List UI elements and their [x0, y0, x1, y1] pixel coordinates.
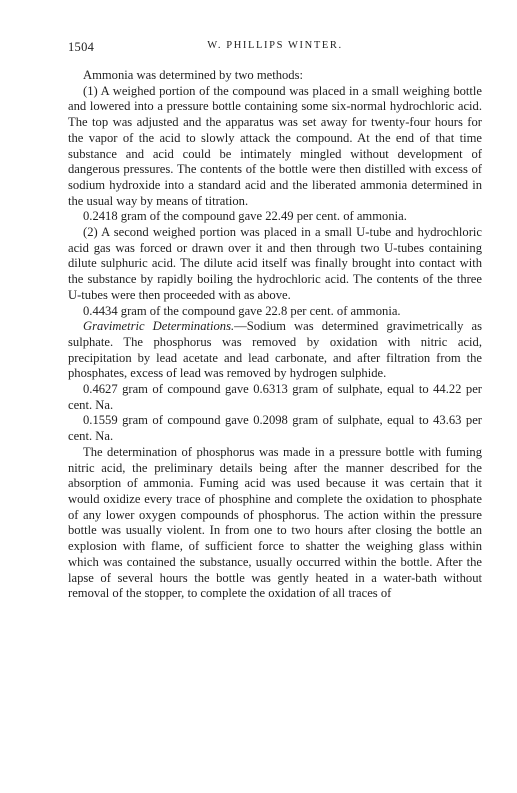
paragraph-method-one: (1) A weighed portion of the compound was placed in a small weighing bottle and lowered into a pressure bottle containing some six-normal hydrochloric acid. The top was adjusted and the apparatus was set away for twenty-four hours for the vapor of the acid to slowly attack the compound. At the end of that time substance and acid could be intimately mingled without development of dangerous pressures. The contents of the bottle were then distilled with excess of sodium hydroxide into a standard acid and the liberated ammonia determined in the usual way by means of titration. — [68, 83, 482, 208]
page-number: 1504 — [68, 40, 95, 54]
paragraph-phosphorus: The determination of phosphorus was made in a pressure bottle with fuming nitric acid, the preliminary details being after the manner described for the absorption of ammonia. Fuming acid was used because it was certain that it would oxidize every trace of phosphine and complete the oxidation to phosphate of any lower oxygen compounds of phosphorus. The action within the pressure bottle was usually violent. In from one to two hours after closing the bottle an explosion with flame, of sufficient force to shatter the weighing glass within which was contained the substance, usually occurred within the bottle. After the lapse of several hours the bottle was gently heated in a water-bath without removal of the stopper, to complete the oxidation of all traces of — [68, 444, 482, 601]
paragraph-sulphate-two: 0.1559 gram of compound gave 0.2098 gram of sulphate, equal to 43.63 per cent. Na. — [68, 413, 482, 444]
paragraph-method-two: (2) A second weighed portion was placed in a small U-tube and hydrochloric acid gas was forced or drawn over it and then through two U-tubes containing dilute sulphuric acid. The dilute acid itself was finally brought into contact with the substance by rapidly boiling the hydrochloric acid. The contents of the three U-tubes were then proceeded with as above. — [68, 225, 482, 302]
paragraph-gravimetric: Gravimetric Determinations.—Sodium was determined gravimetrically as sulphate. The phosphorus was removed by oxidation with nitric acid, precipitation by lead acetate and lead carbonate, and after filtration from the phosphates, excess of lead was removed by hydrogen sulphide. — [68, 319, 482, 381]
paragraph-sulphate-one: 0.4627 gram of compound gave 0.6313 gram of sulphate, equal to 44.22 per cent. Na. — [68, 382, 482, 412]
paragraph-ammonia-methods: Ammonia was determined by two methods: — [83, 68, 304, 82]
running-head — [68, 40, 482, 56]
body-text — [68, 68, 482, 602]
paragraph-result-one: 0.2418 gram of the compound gave 22.49 per cent. of ammonia. — [83, 209, 407, 224]
running-title: W. PHILLIPS WINTER. — [207, 40, 343, 51]
paragraph-result-two: 0.4434 gram of the compound gave 22.8 per cent. of ammonia. — [83, 303, 401, 318]
section-heading-gravimetric: Gravimetric Determinations. — [83, 319, 235, 334]
